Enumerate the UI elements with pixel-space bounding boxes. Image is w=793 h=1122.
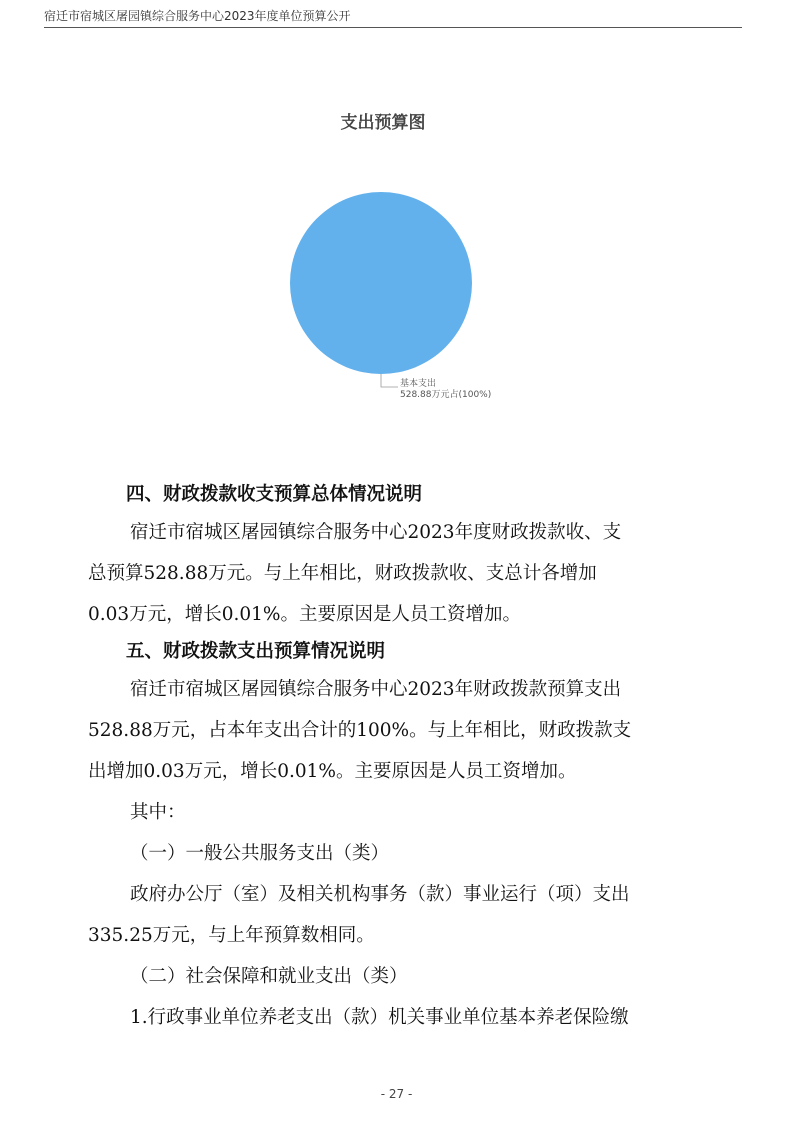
paragraph-line: 宿迁市宿城区屠园镇综合服务中心2023年财政拨款预算支出 [130,679,622,700]
page-number: - 27 - [380,1087,413,1101]
among-label: 其中： [130,802,186,823]
chart-title: 支出预算图 [340,113,426,133]
section-4-heading: 四、财政拨款收支预算总体情况说明 [126,484,423,505]
document-body [88,478,720,1038]
paragraph-line: 335.25万元，与上年预算数相同。 [88,925,375,946]
page-header: 宿迁市宿城区屠园镇综合服务中心2023年度单位预算公开 [44,7,742,28]
category-1: （一）一般公共服务支出（类） [130,843,390,864]
slice-value: 528.88万元占(100%) [400,390,492,400]
paragraph-line: 1.行政事业单位养老支出（款）机关事业单位基本养老保险缴 [130,1007,629,1028]
paragraph-line: 0.03万元，增长0.01%。主要原因是人员工资增加。 [88,604,521,625]
leader-line [381,374,398,387]
category-2: （二）社会保障和就业支出（类） [130,966,408,987]
slice-name: 基本支出 [400,379,437,389]
pie-slice-basic-expense [290,192,472,374]
pie-chart [0,0,793,420]
section-5-heading: 五、财政拨款支出预算情况说明 [126,641,386,662]
paragraph-line: 宿迁市宿城区屠园镇综合服务中心2023年度财政拨款收、支 [130,522,622,543]
paragraph-line: 528.88万元，占本年支出合计的100%。与上年相比，财政拨款支 [88,720,632,741]
slice-label [400,379,491,401]
paragraph-line: 政府办公厅（室）及相关机构事务（款）事业运行（项）支出 [130,884,630,905]
paragraph-line: 出增加0.03万元，增长0.01%。主要原因是人员工资增加。 [88,761,577,782]
paragraph-line: 总预算528.88万元。与上年相比，财政拨款收、支总计各增加 [88,563,597,584]
